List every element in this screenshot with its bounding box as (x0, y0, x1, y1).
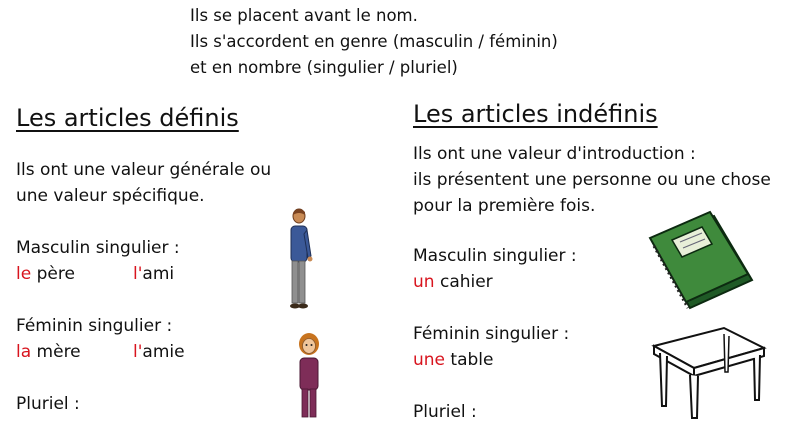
definis-title: Les articles définis (16, 104, 239, 132)
man-illustration (280, 204, 320, 312)
indefinis-masc-label: Masculin singulier : (413, 246, 577, 266)
indefinis-title: Les articles indéfinis (413, 100, 658, 128)
intro-line-1: Ils se placent avant le nom. (190, 6, 418, 25)
article-l: l' (133, 342, 143, 362)
definis-masc-example-2 (133, 264, 174, 284)
definis-fem-example-1 (16, 342, 81, 362)
indefinis-desc-3: pour la première fois. (413, 196, 596, 216)
definis-fem-example-2 (133, 342, 185, 362)
noun-pere: père (31, 264, 75, 284)
definis-masc-example-1 (16, 264, 75, 284)
article-la: la (16, 342, 32, 362)
definis-desc-2: une valeur spécifique. (16, 186, 205, 206)
article-un: un (413, 272, 435, 292)
indefinis-fem-example (413, 350, 493, 370)
notebook-illustration (648, 212, 756, 312)
woman-illustration (290, 330, 330, 420)
noun-cahier: cahier (434, 272, 493, 292)
definis-masc-label: Masculin singulier : (16, 238, 180, 258)
indefinis-fem-label: Féminin singulier : (413, 324, 570, 344)
indefinis-desc-1: Ils ont une valeur d'introduction : (413, 144, 696, 164)
noun-table: table (445, 350, 494, 370)
article-l: l' (133, 264, 143, 284)
definis-plural-label: Pluriel : (16, 394, 80, 414)
noun-amie: amie (142, 342, 185, 362)
article-le: le (16, 264, 32, 284)
intro-line-3: et en nombre (singulier / pluriel) (190, 58, 458, 77)
indefinis-masc-example (413, 272, 493, 292)
indefinis-plural-label: Pluriel : (413, 402, 477, 422)
indefinis-desc-2: ils présentent une personne ou une chose (413, 170, 771, 190)
definis-desc-1: Ils ont une valeur générale ou (16, 160, 272, 180)
noun-ami: ami (142, 264, 175, 284)
noun-mere: mère (31, 342, 81, 362)
definis-fem-label: Féminin singulier : (16, 316, 173, 336)
article-une: une (413, 350, 446, 370)
intro-line-2: Ils s'accordent en genre (masculin / féminin) (190, 32, 558, 51)
table-illustration (650, 322, 768, 420)
